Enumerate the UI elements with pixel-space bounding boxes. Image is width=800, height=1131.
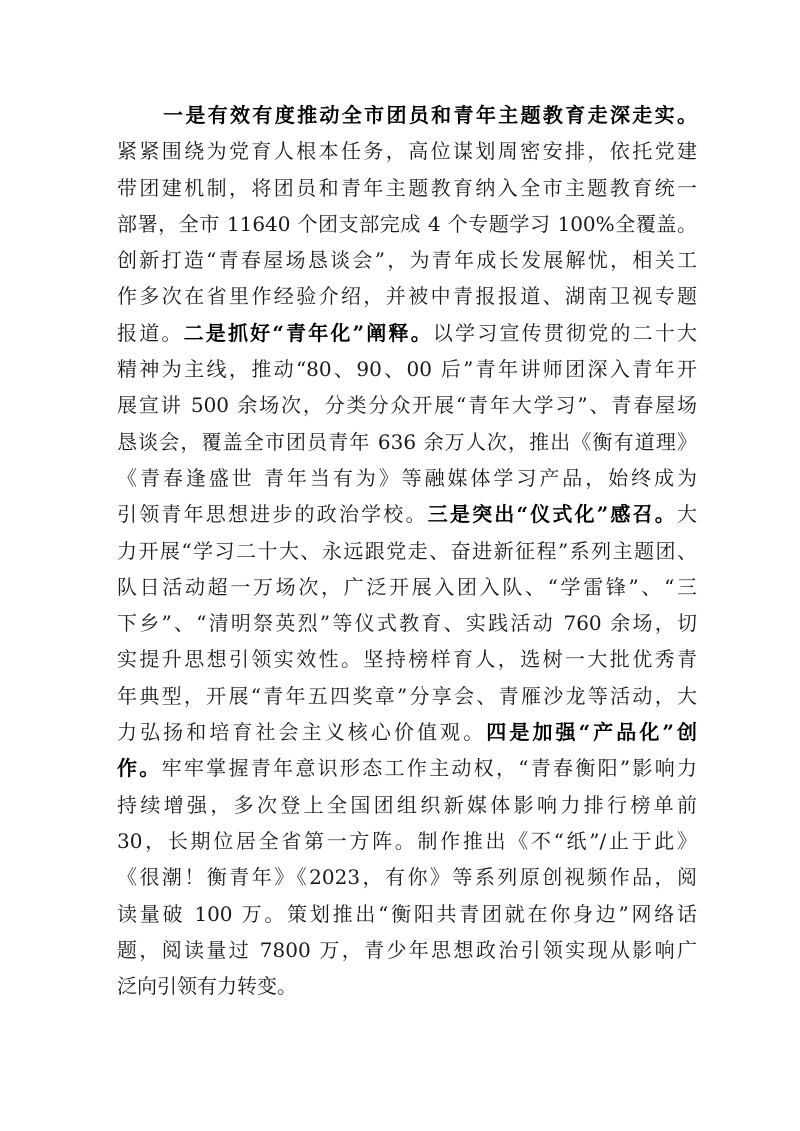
body-text: 力开展“学习二十大、永远跟党走、奋进新征程”系列主题团、 bbox=[117, 538, 697, 563]
body-text: 力弘扬和培育社会主义核心价值观。 bbox=[117, 720, 487, 745]
text-line bbox=[117, 641, 697, 677]
body-text: 下乡”、“清明祭英烈”等仪式教育、实践活动 760 余场，切 bbox=[117, 611, 697, 636]
text-line bbox=[117, 133, 697, 169]
body-text: 《青春逢盛世 青年当有为》等融媒体学习产品，始终成为 bbox=[117, 465, 697, 490]
body-text: 恳谈会，覆盖全市团员青年 636 余万人次，推出《衡有道理》 bbox=[117, 429, 697, 454]
body-text: 展宣讲 500 余场次，分类分众开展“青年大学习”、青春屋场 bbox=[117, 393, 697, 418]
bold-heading-text: 一是有效有度推动全市团员和青年主题教育走深走实。 bbox=[163, 103, 697, 127]
body-text: 年典型，开展“青年五四奖章”分享会、青雁沙龙等活动，大 bbox=[117, 683, 697, 708]
text-line bbox=[117, 460, 697, 496]
text-line bbox=[117, 97, 697, 133]
body-text: 30，长期位居全省第一方阵。制作推出《不“纸”/止于此》 bbox=[117, 828, 697, 853]
body-text: 泛向引领有力转变。 bbox=[117, 974, 297, 999]
body-text: 紧紧围绕为党育人根本任务，高位谋划周密安排，依托党建 bbox=[117, 139, 697, 164]
body-text: 创新打造“青春屋场恳谈会”，为青年成长发展解忧，相关工 bbox=[117, 248, 697, 273]
text-line bbox=[117, 932, 697, 968]
body-text: 部署，全市 11640 个团支部完成 4 个专题学习 100%全覆盖。 bbox=[117, 211, 697, 236]
body-text: 精神为主线，推动“80、90、00 后”青年讲师团深入青年开 bbox=[117, 357, 697, 382]
body-text: 题，阅读量过 7800 万，青少年思想政治引领实现从影响广 bbox=[117, 937, 697, 962]
text-line bbox=[117, 424, 697, 460]
text-line bbox=[117, 496, 697, 532]
text-line bbox=[117, 315, 697, 351]
text-line bbox=[117, 714, 697, 750]
text-line bbox=[117, 351, 697, 387]
text-line bbox=[117, 968, 697, 1004]
text-line bbox=[117, 750, 697, 786]
body-text: 队日活动超一万场次，广泛开展入团入队、“学雷锋”、“三 bbox=[117, 574, 697, 599]
body-text: 报道。 bbox=[117, 320, 184, 345]
text-line bbox=[117, 206, 697, 242]
body-text: 《很潮！衡青年》《2023，有你》等系列原创视频作品，阅 bbox=[117, 865, 697, 890]
bold-heading-text: 三是突出“仪式化”感召。 bbox=[427, 502, 677, 527]
body-text: 大 bbox=[677, 502, 697, 527]
text-line bbox=[117, 605, 697, 641]
text-line bbox=[117, 278, 697, 314]
bold-heading-text: 作。 bbox=[117, 756, 162, 781]
text-line bbox=[117, 787, 697, 823]
text-line bbox=[117, 533, 697, 569]
body-text: 以学习宣传贯彻党的二十大 bbox=[432, 320, 697, 345]
body-text: 读量破 100 万。策划推出“衡阳共青团就在你身边”网络话 bbox=[117, 901, 697, 926]
body-paragraph bbox=[117, 97, 697, 1004]
text-line bbox=[117, 170, 697, 206]
text-line bbox=[117, 242, 697, 278]
body-text: 持续增强，多次登上全国团组织新媒体影响力排行榜单前 bbox=[117, 792, 697, 817]
body-text: 牢牢掌握青年意识形态工作主动权，“青春衡阳”影响力 bbox=[161, 756, 698, 781]
text-line bbox=[117, 823, 697, 859]
text-line bbox=[117, 859, 697, 895]
text-line bbox=[117, 387, 697, 423]
text-line bbox=[117, 569, 697, 605]
body-text: 带团建机制，将团员和青年主题教育纳入全市主题教育统一 bbox=[117, 175, 697, 200]
body-text: 实提升思想引领实效性。坚持榜样育人，选树一大批优秀青 bbox=[117, 647, 697, 672]
text-line bbox=[117, 896, 697, 932]
bold-heading-text: 四是加强“产品化”创 bbox=[486, 720, 698, 745]
text-line bbox=[117, 678, 697, 714]
body-text: 作多次在省里作经验介绍，并被中青报报道、湖南卫视专题 bbox=[117, 284, 697, 309]
body-text: 引领青年思想进步的政治学校。 bbox=[117, 502, 428, 527]
bold-heading-text: 二是抓好“青年化”阐释。 bbox=[183, 320, 433, 345]
